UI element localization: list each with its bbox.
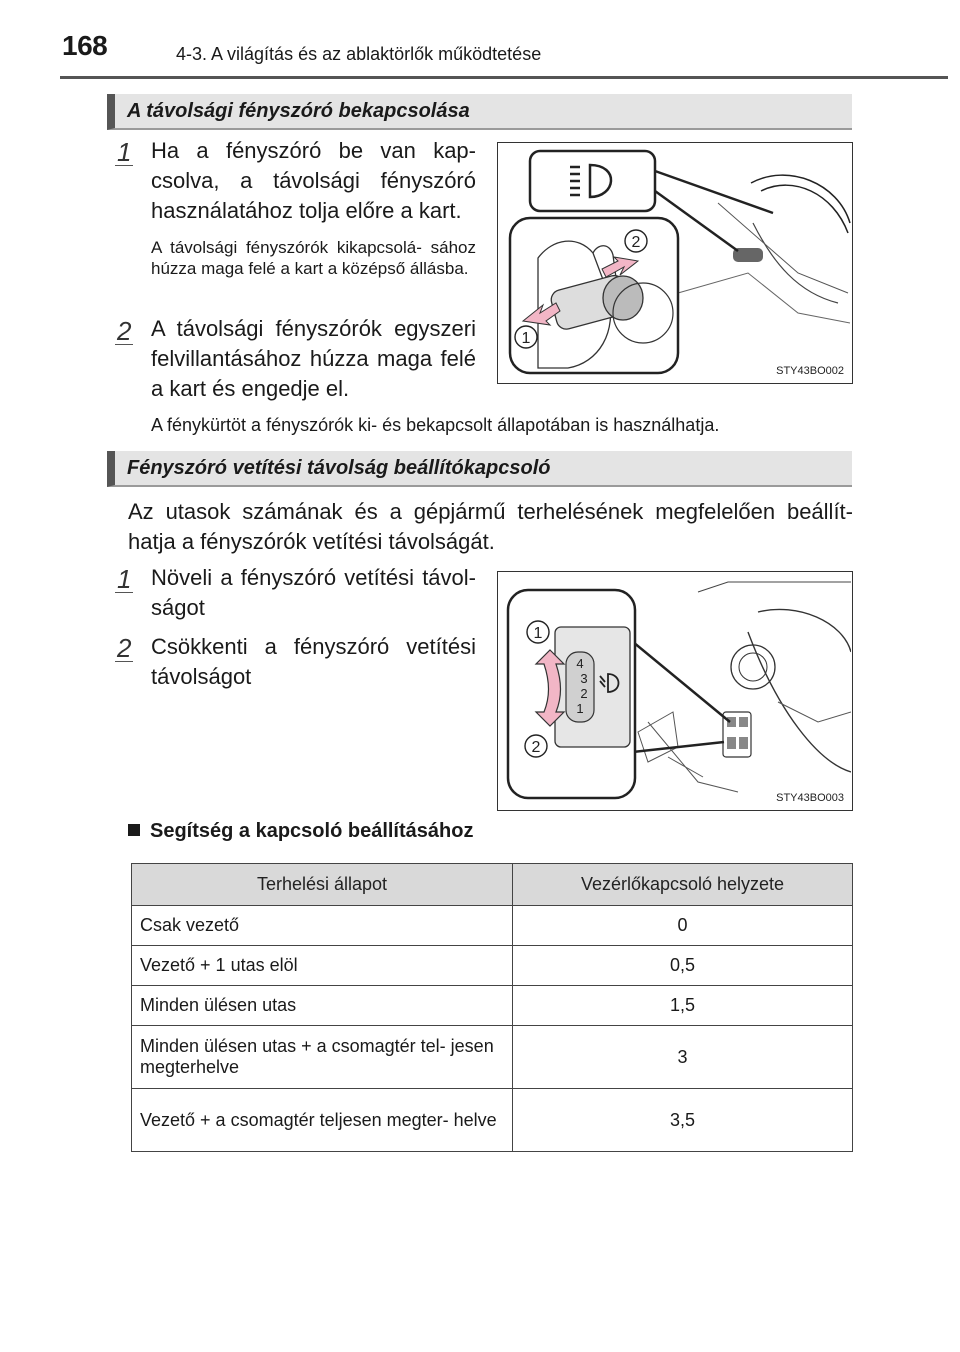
figure1-label-2: 2 (631, 234, 641, 251)
load-state-cell: Minden ülésen utas (132, 986, 513, 1026)
switch-position-cell: 1,5 (513, 986, 853, 1026)
step1-note: A távolsági fényszórók kikapcsolá- sához húzza maga felé a kart a középső állásba. (151, 238, 476, 278)
switch-position-cell: 3 (513, 1026, 853, 1089)
lever-illustration (498, 143, 851, 382)
figure1-label-1: 1 (521, 330, 531, 347)
switch-position-cell: 0,5 (513, 946, 853, 986)
help-heading-text: Segítség a kapcsoló beállításához (150, 820, 474, 842)
switch-position-cell: 3,5 (513, 1089, 853, 1152)
figure1-code: STY43BO002 (776, 365, 844, 377)
load-state-cell: Vezető + 1 utas elöl (132, 946, 513, 986)
figure2-label-1: 1 (533, 625, 543, 642)
table-row (132, 1026, 853, 1089)
figure-leveling-switch (497, 571, 853, 811)
load-state-cell: Minden ülésen utas + a csomagtér tel- jesen megterhelve (132, 1026, 513, 1089)
help-heading (128, 820, 473, 843)
load-table (131, 863, 853, 1152)
dial-mark-3: 3 (580, 671, 588, 686)
chapter-title: 4-3. A világítás és az ablaktörlők működtetése (176, 44, 542, 64)
step2-text: A távolsági fényszórók egyszeri felvillantásához húzza maga felé a kart és engedje el. (151, 316, 476, 401)
figure-headlight-lever (497, 142, 853, 384)
leveling-intro: Az utasok számának és a gépjármű terhelésének megfelelően beállít- hatja a fényszórók vetítési távolságát. (128, 499, 853, 554)
section-title-high-beam: A távolsági fényszóró bekapcsolása (107, 94, 852, 130)
column-header-position: Vezérlőkapcsoló helyzete (513, 864, 853, 906)
load-state-cell: Csak vezető (132, 906, 513, 946)
step-number-1b: 1 (117, 564, 132, 594)
load-state-cell: Vezető + a csomagtér teljesen megter- helve (132, 1089, 513, 1152)
table-row (132, 906, 853, 946)
leveling-illustration (498, 572, 851, 809)
step1-text: Ha a fényszóró be van kap- csolva, a távolsági fényszóró használatához tolja előre a kart. (151, 138, 476, 223)
table-row (132, 986, 853, 1026)
header-divider (60, 76, 948, 79)
table-row (132, 946, 853, 986)
dial-mark-4: 4 (576, 656, 584, 671)
section-title-leveling: Fényszóró vetítési távolság beállítókapcsoló (107, 451, 852, 487)
figure2-code: STY43BO003 (776, 792, 844, 804)
dial-mark-2: 2 (580, 686, 588, 701)
page-number: 168 (62, 30, 108, 61)
table-row (132, 1089, 853, 1152)
figure2-label-2: 2 (531, 739, 541, 756)
step-number-2b: 2 (117, 633, 132, 663)
switch-position-cell: 0 (513, 906, 853, 946)
step-number-2: 2 (117, 316, 132, 346)
flash-note: A fénykürtöt a fényszórók ki- és bekapcsolt állapotában is használhatja. (151, 415, 720, 435)
dial-mark-1: 1 (576, 701, 584, 716)
bullet-square-icon (128, 824, 140, 836)
column-header-load: Terhelési állapot (132, 864, 513, 906)
increase-text: Növeli a fényszóró vetítési távol- ságot (151, 565, 476, 620)
decrease-text: Csökkenti a fényszóró vetítési távolságot (151, 634, 476, 689)
step-number-1: 1 (117, 137, 132, 167)
